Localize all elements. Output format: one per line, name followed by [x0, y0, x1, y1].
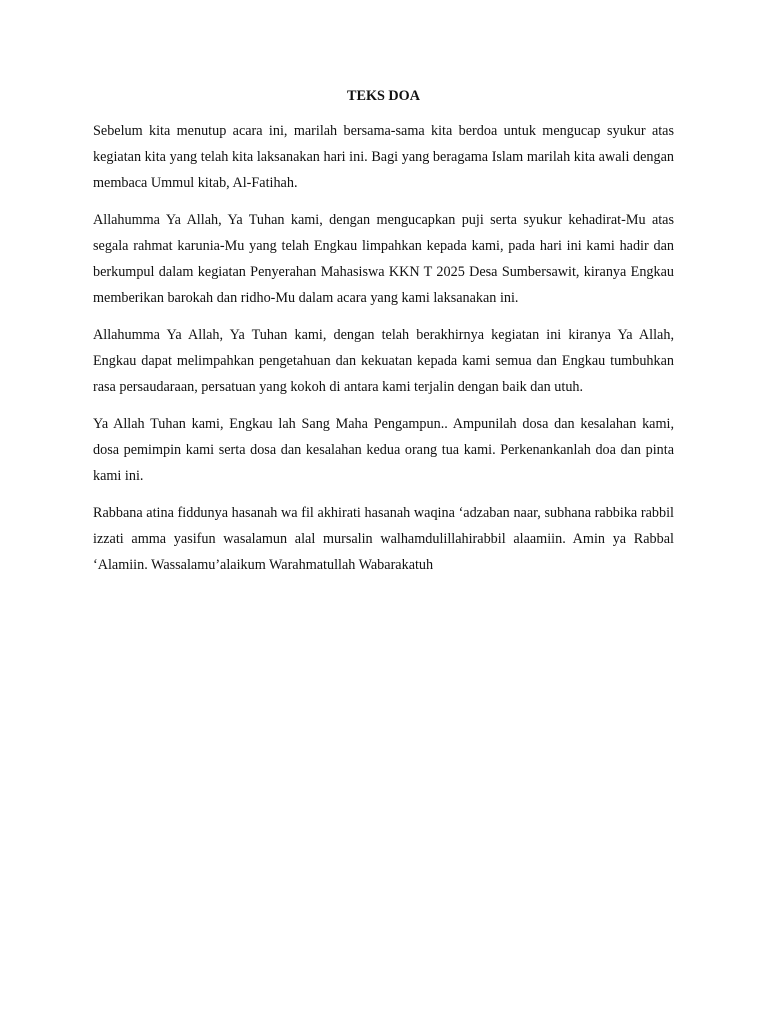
paragraph-opening: Sebelum kita menutup acara ini, marilah bersama-sama kita berdoa untuk mengucap syukur atas kegiatan kita yang telah kita laksanakan hari ini. Bagi yang beragama Islam marilah kita awali dengan membaca Ummul kitab, Al-Fatihah. [93, 123, 674, 191]
paragraph-forgiveness: Ya Allah Tuhan kami, Engkau lah Sang Maha Pengampun.. Ampunilah dosa dan kesalahan kami, dosa pemimpin kami serta dosa dan kesalahan kedua orang tua kami. Perkenankanlah doa dan pinta kami ini. [93, 416, 674, 484]
paragraph-gratitude: Allahumma Ya Allah, Ya Tuhan kami, dengan mengucapkan puji serta syukur kehadirat-Mu atas segala rahmat karunia-Mu yang telah Engkau limpahkan kepada kami, pada hari ini kami hadir dan berkumpul dalam kegiatan Penyerahan Mahasiswa KKN T 2025 Desa Sumbersawit, kiranya Engkau memberikan barokah dan ridho-Mu dalam acara yang kami laksanakan ini. [93, 212, 674, 306]
paragraph-closing: Rabbana atina fiddunya hasanah wa fil akhirati hasanah waqina ‘adzaban naar, subhana rabbika rabbil izzati amma yasifun wasalamun alal mursalin walhamdulillahirabbil alaamiin. Amin ya Rabbal ‘Alamiin. Wassalamu’alaikum Warahmatullah Wabarakatuh [93, 505, 674, 573]
paragraph-blessing: Allahumma Ya Allah, Ya Tuhan kami, dengan telah berakhirnya kegiatan ini kiranya Ya Allah, Engkau dapat melimpahkan pengetahuan dan kekuatan kepada kami semua dan Engkau tumbuhkan rasa persaudaraan, persatuan yang kokoh di antara kami terjalin dengan baik dan utuh. [93, 327, 674, 395]
document-title: TEKS DOA [347, 88, 420, 104]
document-body [93, 87, 674, 589]
